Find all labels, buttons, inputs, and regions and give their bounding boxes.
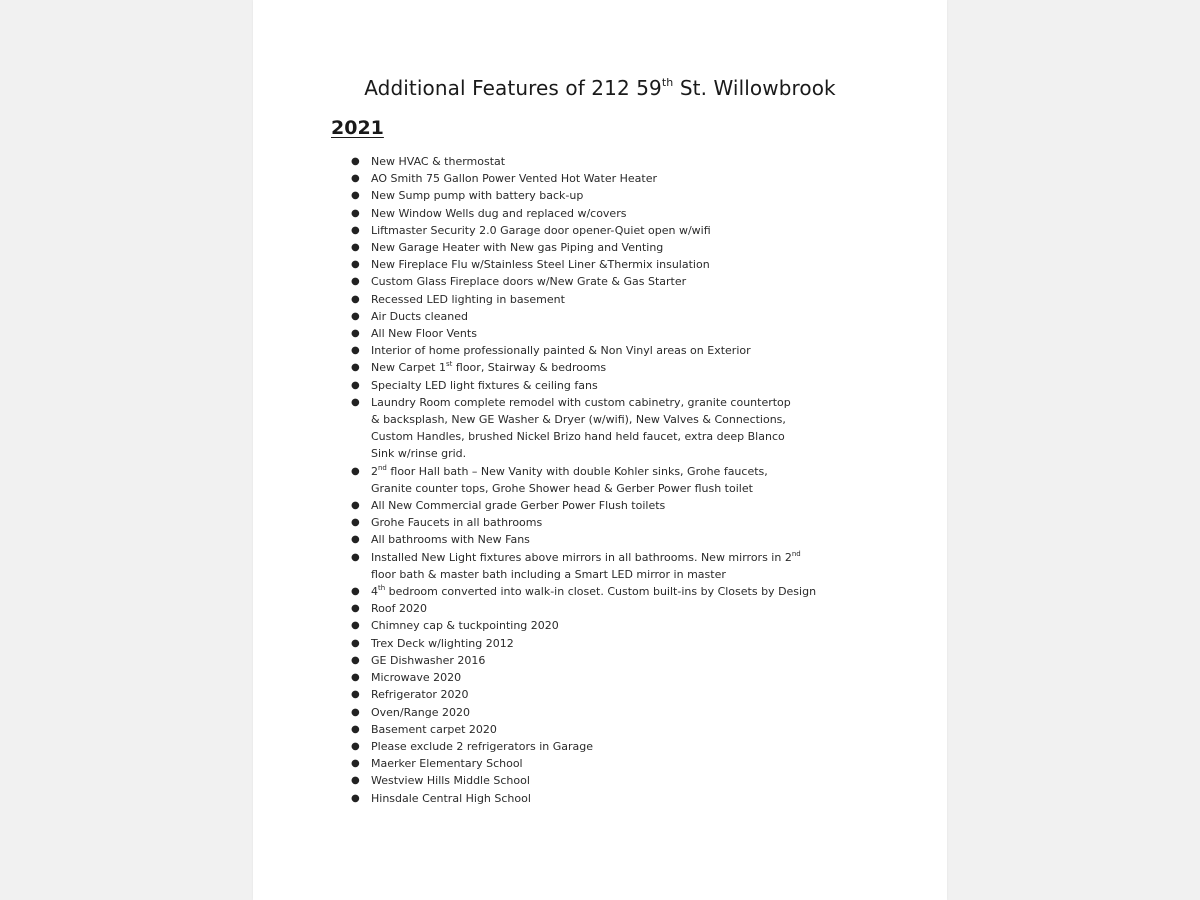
bullet-icon: ● xyxy=(351,792,360,804)
feature-text-line: Laundry Room complete remodel with custom cabinetry, granite countertop xyxy=(371,395,791,409)
feature-item xyxy=(343,394,883,463)
title-superscript: th xyxy=(661,76,674,89)
feature-text: Air Ducts cleaned xyxy=(371,309,468,323)
feature-item xyxy=(343,549,883,583)
feature-text: New Window Wells dug and replaced w/covers xyxy=(371,206,627,220)
document-page xyxy=(253,0,947,900)
feature-text: Westview Hills Middle School xyxy=(371,774,530,788)
feature-item xyxy=(343,514,883,531)
bullet-icon: ● xyxy=(351,534,360,546)
feature-text-line: Custom Handles, brushed Nickel Brizo hand held faucet, extra deep Blanco xyxy=(371,430,785,444)
feature-text: All bathrooms with New Fans xyxy=(371,533,530,547)
title-main: Additional Features of 212 59 xyxy=(364,76,662,100)
feature-text: Recessed LED lighting in basement xyxy=(371,292,565,306)
bullet-icon: ● xyxy=(351,224,360,236)
feature-item xyxy=(343,256,883,273)
feature-text-line: & backsplash, New GE Washer & Dryer (w/wifi), New Valves & Connections, xyxy=(371,413,786,427)
feature-text: Refrigerator 2020 xyxy=(371,688,469,702)
feature-text-line xyxy=(371,583,883,600)
bullet-icon: ● xyxy=(351,706,360,718)
year-heading: 2021 xyxy=(331,117,384,139)
feature-text: Chimney cap & tuckpointing 2020 xyxy=(371,619,559,633)
bullet-icon: ● xyxy=(351,242,360,254)
bullet-icon: ● xyxy=(351,379,360,391)
bullet-icon: ● xyxy=(351,637,360,649)
feature-item xyxy=(343,308,883,325)
feature-text: New Garage Heater with New gas Piping and Venting xyxy=(371,241,664,255)
feature-list xyxy=(343,153,883,807)
feature-superscript: th xyxy=(378,584,386,593)
bullet-icon: ● xyxy=(351,207,360,219)
feature-text: Microwave 2020 xyxy=(371,671,462,685)
feature-text: Trex Deck w/lighting 2012 xyxy=(371,636,514,650)
feature-text: Maerker Elementary School xyxy=(371,757,523,771)
feature-item xyxy=(343,222,883,239)
feature-superscript: nd xyxy=(378,463,387,472)
feature-text: AO Smith 75 Gallon Power Vented Hot Water Heater xyxy=(371,172,658,186)
feature-text: floor, Stairway & bedrooms xyxy=(452,361,607,375)
feature-text: Interior of home professionally painted & Non Vinyl areas on Exterior xyxy=(371,344,751,358)
bullet-icon: ● xyxy=(351,775,360,787)
feature-item xyxy=(343,170,883,187)
feature-item xyxy=(343,755,883,772)
feature-text: Liftmaster Security 2.0 Garage door opener-Quiet open w/wifi xyxy=(371,223,711,237)
feature-item xyxy=(343,153,883,170)
feature-text: All New Commercial grade Gerber Power Flush toilets xyxy=(371,499,666,513)
feature-item xyxy=(343,273,883,290)
feature-text-line xyxy=(371,359,883,376)
document-title xyxy=(253,76,947,100)
feature-item xyxy=(343,325,883,342)
feature-text-line: Sink w/rinse grid. xyxy=(371,447,467,461)
feature-text: 4 xyxy=(371,585,378,599)
title-rest: St. Willowbrook xyxy=(673,76,836,100)
feature-item xyxy=(343,704,883,721)
feature-text-line: Granite counter tops, Grohe Shower head & Gerber Power flush toilet xyxy=(371,481,753,495)
feature-text-line xyxy=(371,549,883,566)
feature-item xyxy=(343,652,883,669)
bullet-icon: ● xyxy=(351,190,360,202)
bullet-icon: ● xyxy=(351,620,360,632)
bullet-icon: ● xyxy=(351,465,360,477)
bullet-icon: ● xyxy=(351,362,360,374)
feature-item xyxy=(343,772,883,789)
bullet-icon: ● xyxy=(351,156,360,167)
feature-item xyxy=(343,359,883,376)
feature-text: Installed New Light fixtures above mirrors in all bathrooms. New mirrors in 2 xyxy=(371,550,792,564)
feature-text: New HVAC & thermostat xyxy=(371,155,506,168)
feature-text: Hinsdale Central High School xyxy=(371,791,531,805)
feature-item xyxy=(343,583,883,600)
feature-text: New Carpet 1 xyxy=(371,361,446,375)
bullet-icon: ● xyxy=(351,345,360,357)
feature-text: New Fireplace Flu w/Stainless Steel Liner &Thermix insulation xyxy=(371,258,710,272)
feature-item xyxy=(343,342,883,359)
feature-item xyxy=(343,205,883,222)
feature-item xyxy=(343,377,883,394)
bullet-icon: ● xyxy=(351,586,360,598)
feature-text-line: floor bath & master bath including a Smart LED mirror in master xyxy=(371,567,726,581)
feature-item xyxy=(343,291,883,308)
bullet-icon: ● xyxy=(351,500,360,512)
feature-text: Please exclude 2 refrigerators in Garage xyxy=(371,739,594,753)
bullet-icon: ● xyxy=(351,758,360,770)
feature-item xyxy=(343,463,883,497)
bullet-icon: ● xyxy=(351,723,360,735)
feature-item xyxy=(343,531,883,548)
bullet-icon: ● xyxy=(351,517,360,529)
feature-item xyxy=(343,721,883,738)
feature-text: 2 xyxy=(371,464,378,478)
feature-item xyxy=(343,187,883,204)
feature-text: Oven/Range 2020 xyxy=(371,705,470,719)
bullet-icon: ● xyxy=(351,603,360,615)
feature-text: New Sump pump with battery back-up xyxy=(371,189,584,203)
feature-text: GE Dishwasher 2016 xyxy=(371,653,486,667)
feature-item xyxy=(343,790,883,807)
feature-item xyxy=(343,686,883,703)
feature-item xyxy=(343,635,883,652)
bullet-icon: ● xyxy=(351,654,360,666)
feature-text: Grohe Faucets in all bathrooms xyxy=(371,516,543,530)
bullet-icon: ● xyxy=(351,396,360,408)
bullet-icon: ● xyxy=(351,259,360,271)
feature-item xyxy=(343,738,883,755)
bullet-icon: ● xyxy=(351,672,360,684)
feature-item xyxy=(343,617,883,634)
feature-text: Roof 2020 xyxy=(371,602,427,616)
bullet-icon: ● xyxy=(351,328,360,340)
bullet-icon: ● xyxy=(351,740,360,752)
feature-superscript: st xyxy=(446,360,453,369)
feature-text: floor Hall bath – New Vanity with double Kohler sinks, Grohe faucets, xyxy=(386,464,768,478)
feature-text: Basement carpet 2020 xyxy=(371,722,497,736)
feature-superscript: nd xyxy=(791,549,801,558)
feature-item xyxy=(343,239,883,256)
bullet-icon: ● xyxy=(351,551,360,563)
feature-text: All New Floor Vents xyxy=(371,327,477,341)
feature-item xyxy=(343,669,883,686)
feature-text: bedroom converted into walk-in closet. Custom built-ins by Closets by Design xyxy=(385,585,817,599)
bullet-icon: ● xyxy=(351,293,360,305)
bullet-icon: ● xyxy=(351,173,360,185)
bullet-icon: ● xyxy=(351,276,360,288)
feature-text-line xyxy=(371,463,883,480)
feature-item xyxy=(343,600,883,617)
feature-text: Custom Glass Fireplace doors w/New Grate & Gas Starter xyxy=(371,275,687,289)
bullet-icon: ● xyxy=(351,689,360,701)
feature-item xyxy=(343,497,883,514)
feature-text: Specialty LED light fixtures & ceiling fans xyxy=(371,378,598,392)
bullet-icon: ● xyxy=(351,310,360,322)
